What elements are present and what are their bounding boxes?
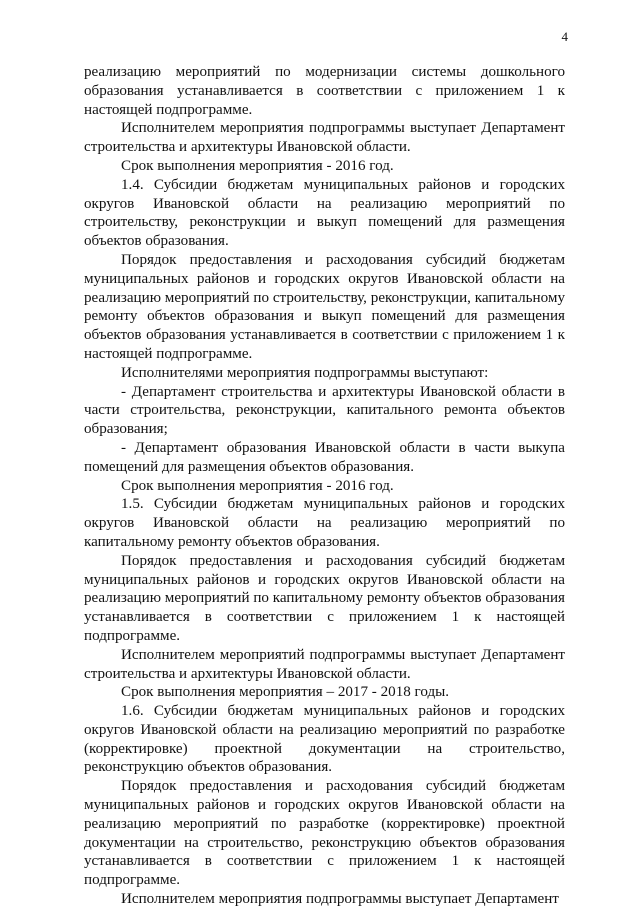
paragraph: Порядок предоставления и расходования субсидий бюджетам муниципальных районов и городских округов Ивановской области на реализацию мероприятий по строительству, реконструкции, капитальному ремонту объектов образования и выкуп помещений для размещения объектов образования устанавливается в соответствии с приложением 1 к настоящей подпрограмме. [84, 251, 565, 362]
paragraph: 1.5. Субсидии бюджетам муниципальных районов и городских округов Ивановской области на реализацию мероприятий по капитальному ремонту объектов образования. [84, 496, 565, 550]
paragraph: Срок выполнения мероприятия - 2016 год. [121, 477, 394, 494]
paragraph: Исполнителем мероприятия подпрограммы выступает Департамент [121, 891, 559, 908]
page-number: 4 [561, 29, 568, 44]
paragraph: 1.4. Субсидии бюджетам муниципальных районов и городских округов Ивановской области на реализацию мероприятий по строительству, реконструкции и выкуп помещений для размещения объектов образования. [84, 176, 565, 250]
paragraph: - Департамент образования Ивановской области в части выкупа помещений для размещения объектов образования. [84, 439, 565, 475]
paragraph: Исполнителями мероприятия подпрограммы выступают: [121, 364, 489, 381]
paragraph: Исполнителем мероприятий подпрограммы выступает Департамент строительства и архитектуры Ивановской области. [84, 646, 565, 682]
paragraph: Порядок предоставления и расходования субсидий бюджетам муниципальных районов и городских округов Ивановской области на реализацию мероприятий по капитальному ремонту объектов образования устанавливается в соответствии с приложением 1 к настоящей подпрограмме. [84, 552, 565, 644]
paragraph: Срок выполнения мероприятия – 2017 - 2018 годы. [121, 684, 450, 701]
paragraph: Срок выполнения мероприятия - 2016 год. [121, 157, 394, 174]
document-body [84, 63, 565, 909]
paragraph: 1.6. Субсидии бюджетам муниципальных районов и городских округов Ивановской области на реализацию мероприятий по разработке (корректировке) проектной документации на строительство, реконструкцию объектов образования. [84, 703, 565, 776]
paragraph: реализацию мероприятий по модернизации системы дошкольного образования устанавливается в соответствии с приложением 1 к настоящей подпрограмме. [84, 64, 565, 118]
paragraph: - Департамент строительства и архитектуры Ивановской области в части строительства, реконструкции, капитального ремонта объектов образования; [84, 383, 565, 438]
paragraph: Порядок предоставления и расходования субсидий бюджетам муниципальных районов и городских округов Ивановской области на реализацию мероприятий по разработке (корректировке) проектной документации на строительство, реконструкцию объектов образования устанавливается в соответствии с приложением 1 к настоящей подпрограмме. [84, 778, 565, 889]
paragraph: Исполнителем мероприятия подпрограммы выступает Департамент строительства и архитектуры Ивановской области. [84, 120, 565, 156]
